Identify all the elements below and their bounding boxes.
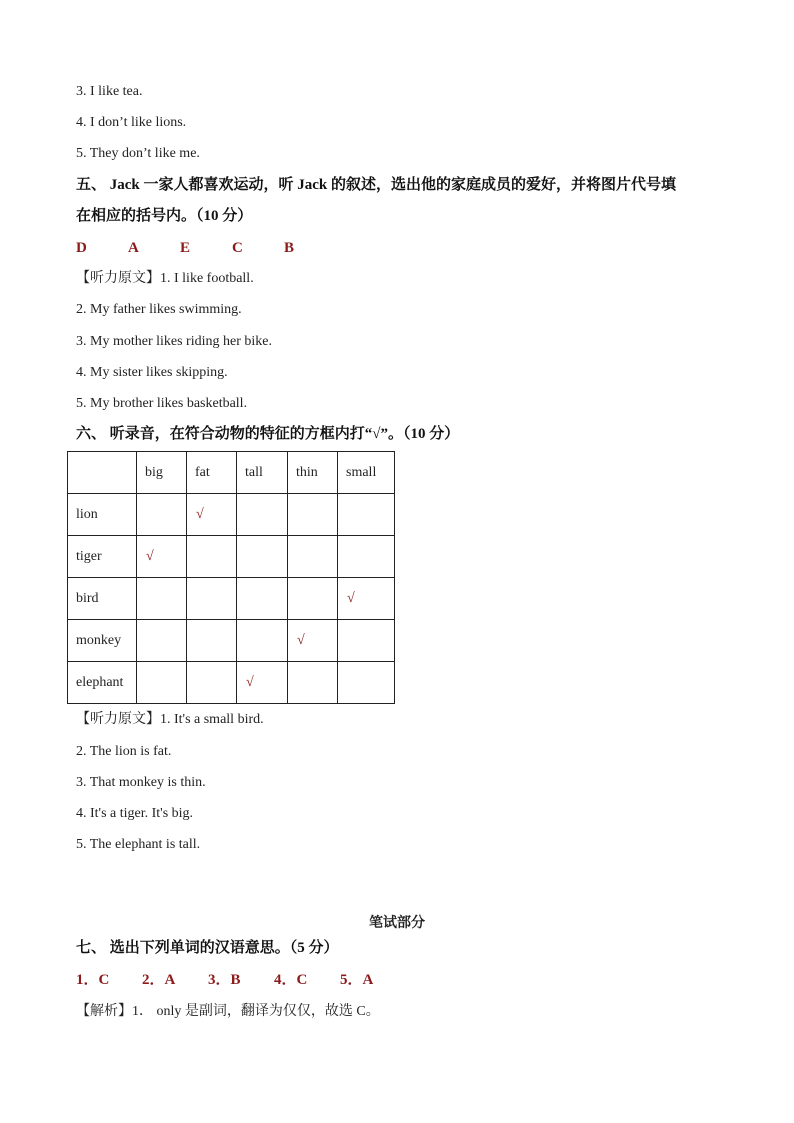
- table-row: [68, 662, 395, 704]
- check-cell: [338, 662, 395, 704]
- check-cell: [237, 536, 288, 578]
- column-header: fat: [187, 452, 237, 494]
- analysis-text: 1． only 是副词，翻译为仅仅，故选 C。: [132, 1004, 380, 1019]
- check-cell: √: [237, 662, 288, 704]
- answer: C: [232, 240, 243, 256]
- animal-name: tiger: [68, 536, 137, 578]
- answer: E: [180, 240, 191, 256]
- section6-transcript-line5: 5. The elephant is tall.: [76, 837, 201, 852]
- column-header: tall: [237, 452, 288, 494]
- transcript-text: 1. It's a small bird.: [160, 712, 264, 727]
- section5-transcript-line1: [76, 269, 254, 289]
- answer: 5．A: [340, 972, 374, 988]
- top-line-5: 5. They don’t like me.: [76, 146, 200, 161]
- section7-analysis: [76, 1002, 380, 1022]
- check-cell: [187, 620, 237, 662]
- section6-transcript-line1: [76, 710, 264, 730]
- answer: B: [284, 240, 295, 256]
- animal-name: lion: [68, 494, 137, 536]
- check-cell: [338, 494, 395, 536]
- check-cell: [137, 578, 187, 620]
- check-cell: [288, 578, 338, 620]
- check-cell: [137, 662, 187, 704]
- table-corner-cell: [68, 452, 137, 494]
- section7-answers: [76, 970, 406, 990]
- analysis-tag: 【解析】: [76, 1004, 132, 1019]
- section5-transcript-line3: 3. My mother likes riding her bike.: [76, 334, 272, 349]
- check-cell: √: [288, 620, 338, 662]
- check-cell: [137, 494, 187, 536]
- animal-name: bird: [68, 578, 137, 620]
- written-section-title: 笔试部分: [369, 916, 425, 931]
- top-line-4: 4. I don’t like lions.: [76, 115, 187, 130]
- column-header: big: [137, 452, 187, 494]
- section5-heading-line1: 五、 Jack 一家人都喜欢运动，听 Jack 的叙述，选出他的家庭成员的爱好，并将图片代号填: [76, 177, 677, 193]
- answer: 1．C: [76, 972, 110, 988]
- section5-transcript-line4: 4. My sister likes skipping.: [76, 365, 228, 380]
- column-header: small: [338, 452, 395, 494]
- table-row: [68, 494, 395, 536]
- check-cell: √: [187, 494, 237, 536]
- column-header: thin: [288, 452, 338, 494]
- answer: A: [128, 240, 139, 256]
- answer: 2．A: [142, 972, 176, 988]
- section6-transcript-line2: 2. The lion is fat.: [76, 744, 172, 759]
- transcript-tag: 【听力原文】: [76, 712, 160, 727]
- section6-heading: 六、 听录音，在符合动物的特征的方框内打“√”。（10 分）: [76, 426, 460, 442]
- animal-name: monkey: [68, 620, 137, 662]
- check-cell: [288, 662, 338, 704]
- section5-transcript-line2: 2. My father likes swimming.: [76, 302, 242, 317]
- check-cell: [237, 494, 288, 536]
- answer: D: [76, 240, 87, 256]
- section6-transcript-line4: 4. It's a tiger. It's big.: [76, 806, 194, 821]
- answer: 3．B: [208, 972, 241, 988]
- section5-transcript-line5: 5. My brother likes basketball.: [76, 396, 248, 411]
- transcript-text: 1. I like football.: [160, 271, 254, 286]
- animal-name: elephant: [68, 662, 137, 704]
- check-cell: [187, 662, 237, 704]
- check-cell: [187, 578, 237, 620]
- table-row: [68, 620, 395, 662]
- table-row: [68, 536, 395, 578]
- check-cell: [288, 494, 338, 536]
- section5-answers: [76, 238, 336, 258]
- top-line-3: 3. I like tea.: [76, 84, 143, 99]
- answer: 4．C: [274, 972, 308, 988]
- check-cell: [338, 536, 395, 578]
- check-cell: [338, 620, 395, 662]
- check-cell: [288, 536, 338, 578]
- check-cell: [237, 620, 288, 662]
- table-row: [68, 578, 395, 620]
- section6-transcript-line3: 3. That monkey is thin.: [76, 775, 206, 790]
- section7-heading: 七、 选出下列单词的汉语意思。（5 分）: [76, 940, 339, 956]
- transcript-tag: 【听力原文】: [76, 271, 160, 286]
- check-cell: √: [338, 578, 395, 620]
- table-header-row: [68, 452, 395, 494]
- animal-features-table: [67, 451, 395, 704]
- check-cell: [137, 620, 187, 662]
- check-cell: [237, 578, 288, 620]
- section5-heading-line2: 在相应的括号内。（10 分）: [76, 208, 253, 224]
- check-cell: √: [137, 536, 187, 578]
- check-cell: [187, 536, 237, 578]
